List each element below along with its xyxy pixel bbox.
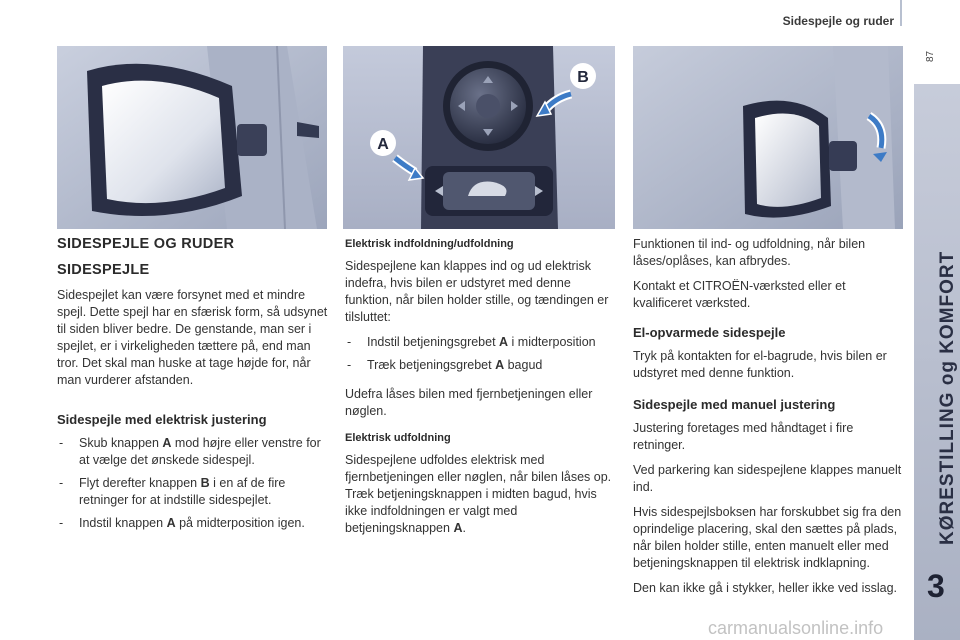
header-divider [900, 0, 902, 26]
manual-mirror-photo [633, 46, 903, 229]
heated-mirrors-paragraph: Tryk på kontakten for el-bagrude, hvis bilen er udstyret med denne funktion. [633, 349, 887, 380]
manual-adjust-heading: Sidespejle med manuel justering [633, 397, 836, 412]
unfold-paragraph: Sidespejlene udfoldes elektrisk med fjernbetjeningen eller nøglen, når bilen låses op. Træk betjeningsknappen i midten bagud, hvis ikke indfoldningen er valgt med betjeningsknappen A. [345, 453, 612, 535]
electric-adjust-heading: Sidespejle med elektrisk justering [57, 412, 267, 427]
workshop-paragraph: Kontakt et CITROËN-værksted eller et kvalificeret værksted. [633, 279, 846, 310]
page-title: SIDESPEJLE OG RUDER [57, 236, 235, 252]
page-number: 87 [925, 50, 936, 62]
column-3 [633, 236, 905, 605]
list-item: - Træk betjeningsgrebet A bagud [345, 357, 619, 374]
list-item: - Skub knappen A mod højre eller venstre for at vælge det ønskede sidespejl. [57, 435, 329, 469]
section-title: SIDESPEJLE [57, 262, 150, 278]
fold-paragraph: Sidespejlene kan klappes ind og ud elektrisk indefra, hvis bilen er udstyret med denne funktion, når bilen holder stille, og tændingen er tilsluttet: [345, 259, 609, 324]
intro-paragraph: Sidespejlet kan være forsynet med et mindre spejl. Dette spejl har en sfærisk form, så udsynet til siden bliver bedre. De genstande, man ser i spejlet, er i virkeligheden tættere på, end man tror. Det skal man huske at tage højde for, når man vurderer afstanden. [57, 288, 328, 387]
unfold-heading: Elektrisk udfoldning [345, 432, 451, 444]
electric-adjust-steps [57, 435, 329, 532]
disable-paragraph: Funktionen til ind- og udfoldning, når bilen låses/oplåses, kan afbrydes. [633, 237, 866, 268]
page-header-title: Sidespejle og ruder [782, 14, 894, 28]
column-1 [57, 236, 329, 540]
callout-a-label: A [377, 136, 389, 153]
chapter-title: KØRESTILLING og KOMFORT [937, 250, 958, 545]
list-item: - Indstil knappen A på midterposition igen. [57, 515, 329, 532]
displaced-housing-paragraph: Hvis sidespejlsboksen har forskubbet sig fra den oprindelige placering, skal den sættes på plads, når bilen holder stille, enten manuelt eller med betjeningsknappen til elektrisk indklapning. [633, 505, 902, 570]
list-item: - Flyt derefter knappen B i en af de fire retninger for at indstille sidespejlet. [57, 475, 329, 509]
list-item: - Indstil betjeningsgrebet A i midterposition [345, 334, 619, 351]
mirror-photo [57, 46, 327, 229]
callout-b-label: B [577, 69, 589, 86]
chapter-number: 3 [927, 568, 945, 604]
watermark: carmanualsonline.info [708, 618, 884, 638]
lock-paragraph: Udefra låses bilen med fjernbetjeningen eller nøglen. [345, 387, 593, 418]
mirror-control-photo [343, 46, 615, 229]
heated-mirrors-heading: El-opvarmede sidespejle [633, 325, 786, 340]
manual-adjust-paragraph: Justering foretages med håndtaget i fire retninger. [633, 421, 854, 452]
manual-fold-paragraph: Ved parkering kan sidespejlene klappes manuelt ind. [633, 463, 902, 494]
fold-steps [345, 334, 619, 374]
fold-heading: Elektrisk indfoldning/udfoldning [345, 238, 514, 250]
column-2 [345, 236, 619, 545]
ice-paragraph: Den kan ikke gå i stykker, heller ikke ved isslag. [633, 581, 898, 595]
